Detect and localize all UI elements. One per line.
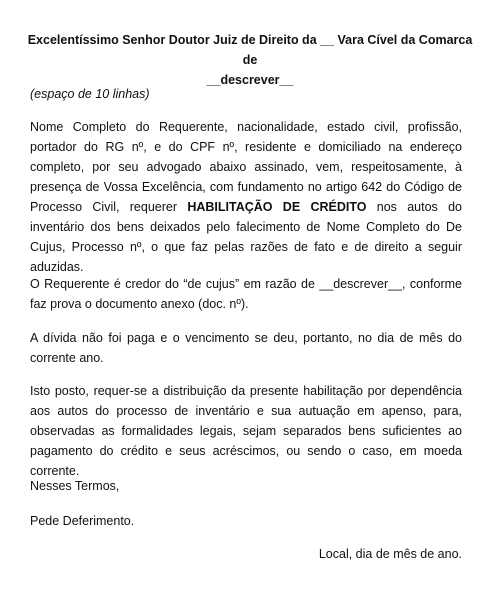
petition-type-bold: HABILITAÇÃO DE CRÉDITO	[187, 200, 367, 214]
court-heading	[20, 30, 480, 90]
closing-text: Nesses Termos,	[30, 479, 120, 493]
place-date: Local, dia de mês de ano.	[318, 547, 462, 561]
paragraph-petition-intro: Nome Completo do Requerente, nacionalidade, estado civil, profissão, portador do RG nº, e do CPF nº, residente e domiciliado na endereço completo, por seu advogado abaixo assinado, vem, respeitosamente, à presença de Vossa Excelência, com fundamento no artigo 642 do Código de Processo Civil, requerer	[30, 120, 462, 214]
court-heading-line1: Excelentíssimo Senhor Doutor Juiz de Direito da __ Vara Cível da Comarca de	[27, 33, 473, 67]
court-heading-line2: __descrever__	[206, 73, 294, 87]
paragraph-petition-rest: nos autos do inventário dos bens deixados pelo falecimento de Nome Completo do De Cujus, Processo nº, o que faz pelas razões de fato e de direito a seguir aduzidas.	[30, 200, 463, 274]
request-text: Pede Deferimento.	[30, 514, 135, 528]
paragraph-debt: A dívida não foi paga e o vencimento se deu, portanto, no dia de mês do corrente ano.	[30, 331, 462, 365]
paragraph-petition	[30, 117, 462, 277]
paragraph-credit: O Requerente é credor do “de cujus” em razão de __descrever__, conforme faz prova o documento anexo (doc. nº).	[30, 277, 462, 311]
spacing-note: (espaço de 10 linhas)	[30, 87, 150, 101]
paragraph-request: Isto posto, requer-se a distribuição da presente habilitação por dependência aos autos do processo de inventário e sua autuação em apenso, para, observadas as formalidades legais, sejam separados bens suficientes ao pagamento do crédito e seus acréscimos, ou sendo o caso, em moeda corrente.	[30, 384, 462, 478]
